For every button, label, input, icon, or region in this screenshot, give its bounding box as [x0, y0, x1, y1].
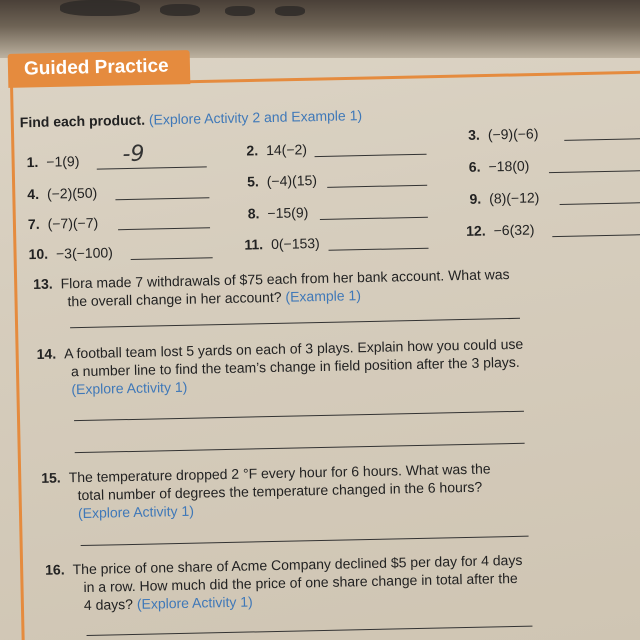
answer-line-3[interactable]	[564, 138, 640, 141]
problem-7: 7. (−7)(−7)	[27, 214, 99, 233]
problem-1: 1. −1(9)	[26, 153, 80, 171]
problem-12: 12. −6(32)	[465, 221, 535, 239]
problem-3: 3. (−9)(−6)	[467, 125, 539, 143]
problem-10: 10. −3(−100)	[28, 244, 114, 263]
instruction	[20, 107, 363, 130]
word-problem-16-line2: in a row. How much did the price of one share change in total after the	[83, 569, 518, 596]
word-problem-13: 13. Flora made 7 withdrawals of $75 each from her bank account. What was	[33, 266, 510, 292]
problem-4: 4. (−2)(50)	[27, 184, 98, 203]
instruction-text: Find each product.	[19, 111, 146, 131]
word-problem-14-ref: (Explore Activity 1)	[71, 378, 188, 398]
handwritten-answer-1: -9	[122, 141, 145, 168]
word-problem-13-line2: the overall change in her account? (Example 1)	[67, 287, 362, 310]
answer-line-7[interactable]	[118, 227, 210, 230]
word-problem-15-ref: (Explore Activity 1)	[77, 502, 195, 522]
problem-6: 6. −18(0)	[468, 157, 530, 175]
word-problem-14-line2: a number line to find the team’s change in field position after the 3 plays.	[70, 353, 520, 380]
problem-9: 9. (8)(−12)	[469, 189, 540, 207]
answer-line-4[interactable]	[115, 197, 209, 200]
word-problem-14: 14. A football team lost 5 yards on each of 3 plays. Explain how you could use	[36, 335, 524, 362]
problem-11: 11. 0(−153)	[244, 234, 320, 253]
instruction-ref: (Explore Activity 2 and Example 1)	[148, 107, 363, 128]
answer-line-10[interactable]	[131, 257, 213, 260]
problem-5: 5. (−4)(15)	[246, 172, 318, 190]
word-problem-16-line3: 4 days? (Explore Activity 1)	[83, 593, 253, 614]
answer-line-13[interactable]	[70, 318, 520, 328]
answer-line-9[interactable]	[560, 202, 640, 205]
answer-line-15[interactable]	[81, 536, 529, 546]
word-problem-15-line2: total number of degrees the temperature changed in the 6 hours?	[77, 478, 483, 504]
word-problem-15: 15. The temperature dropped 2 °F every hour for 6 hours. What was the	[41, 460, 491, 486]
answer-line-2[interactable]	[315, 154, 427, 157]
answer-line-8[interactable]	[320, 217, 428, 220]
word-problem-16: 16. The price of one share of Acme Company declined $5 per day for 4 days	[45, 551, 523, 578]
problem-2: 2. 14(−2)	[246, 141, 308, 159]
answer-line-16[interactable]	[87, 626, 533, 636]
answer-line-1[interactable]	[97, 166, 207, 169]
answer-line-12[interactable]	[552, 234, 640, 237]
answer-line-14b[interactable]	[75, 443, 525, 453]
answer-line-6[interactable]	[549, 170, 640, 173]
answer-line-11[interactable]	[329, 248, 429, 251]
banner-title: Guided Practice	[23, 55, 169, 80]
answer-line-5[interactable]	[327, 185, 427, 188]
problem-8: 8. −15(9)	[247, 204, 309, 222]
answer-line-14a[interactable]	[74, 411, 524, 421]
